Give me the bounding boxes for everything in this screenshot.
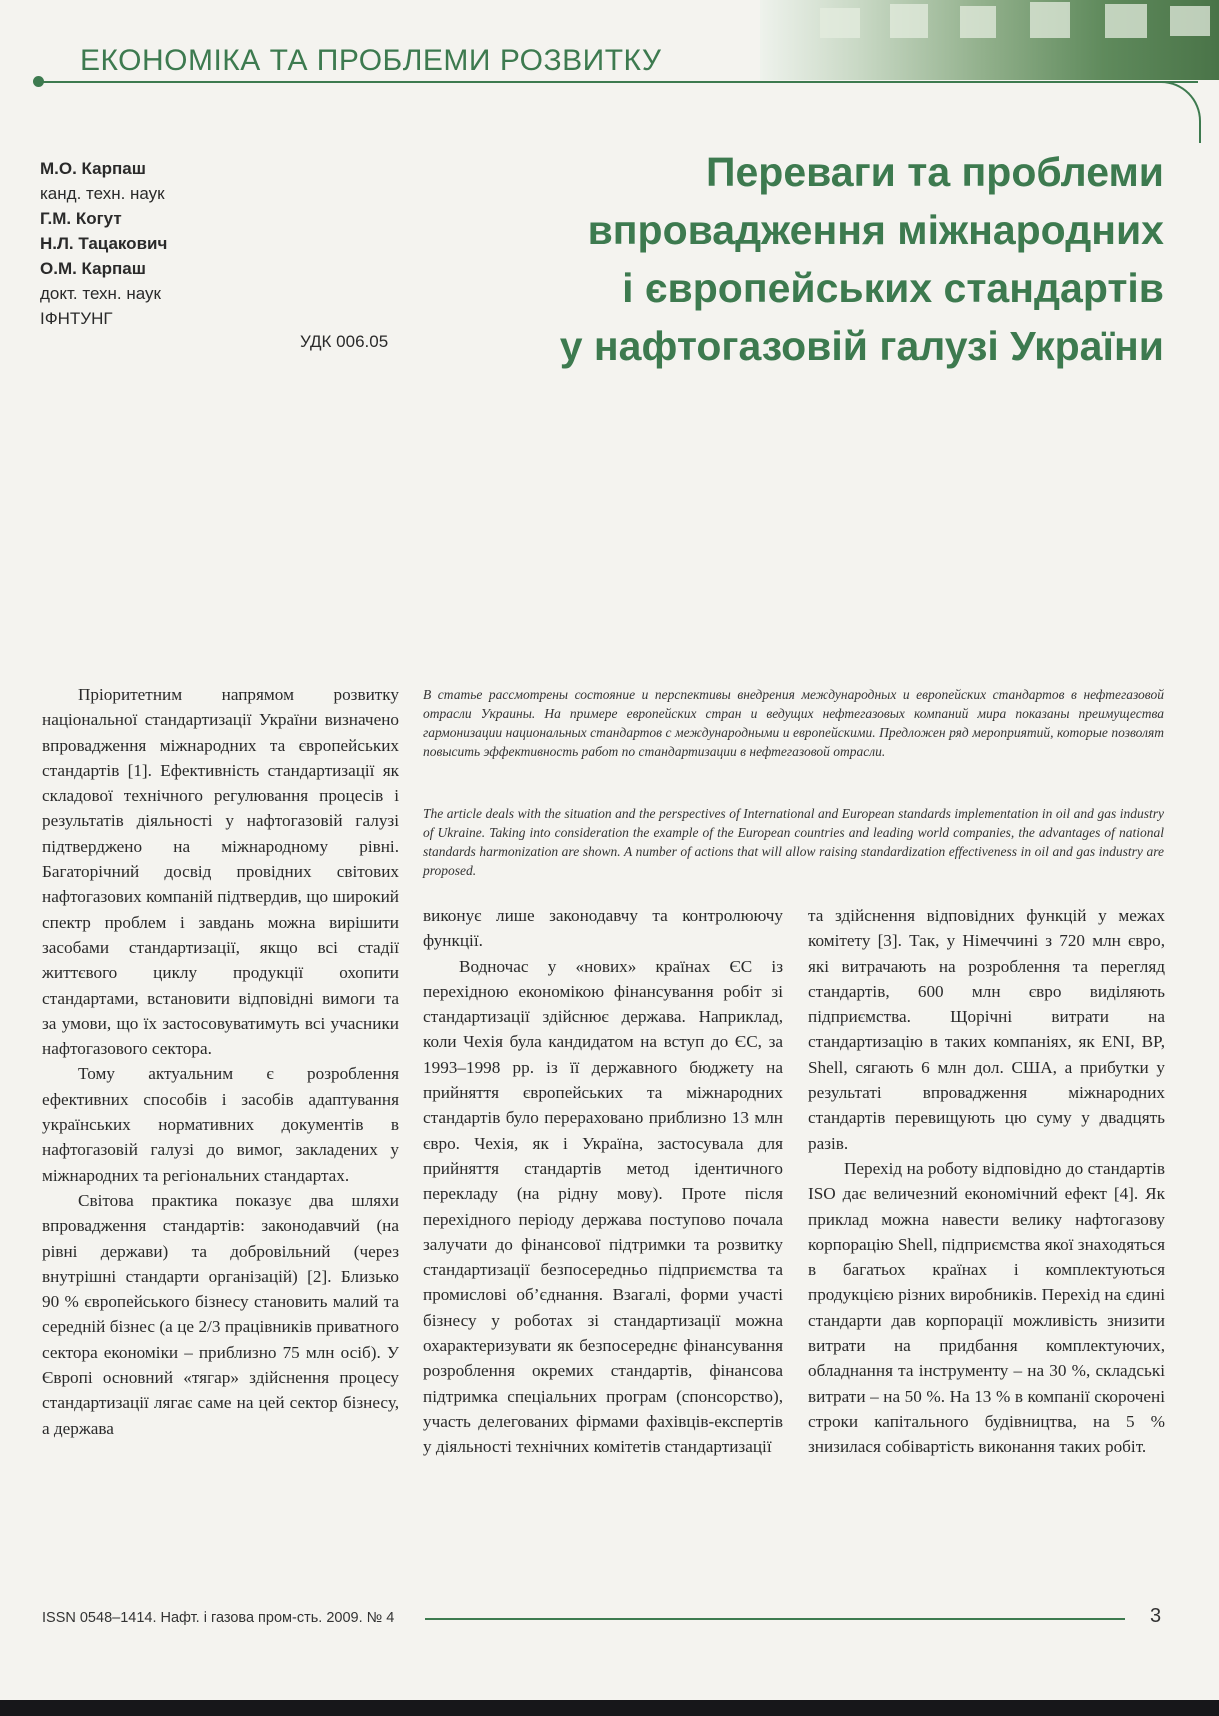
author-name: Н.Л. Тацакович [40,234,168,253]
title-line: впровадження міжнародних [587,207,1164,253]
scan-edge [0,1700,1219,1716]
abstract-russian: В статье рассмотрены состояние и перспективы внедрения международных и европейских стандартов в нефтегазовой отрасли Украины. На примере европейских стран и ведущих нефтегазовых компаний мира показаны преимущества гармонизации национальных стандартов с международными и европейскими. Предложен ряд мероприятий, которые позволят повысить эффективность работ по стандартизации в нефтегазовой отрасли. [423,687,1164,759]
body-column-3 [808,903,1165,1460]
authors-block [40,156,167,331]
paragraph: Пріоритетним напрямом розвитку національної стандартизації України визначено впровадження міжнародних та європейських стандартів [1]. Ефективність стандартизації як складової технічного регулювання процесів і результатів діяльності у нафтогазовій галузі підтверджено на міжнародному рівні. Багаторічний досвід провідних світових нафтогазових компаній підтвердив, що широкий спектр проблем і завдань можна вирішити засобами стандартизації, якщо всі стадії життєвого циклу продукції охопити стандартами, встановити відповідні вимоги та за умови, що їх застосовуватимуть всі учасники нафтогазового сектора. [42,685,399,1059]
header-photo [760,0,1219,80]
article-title [464,143,1164,375]
section-title: ЕКОНОМІКА ТА ПРОБЛЕМИ РОЗВИТКУ [80,44,662,77]
paragraph: виконує лише законодавчу та контролюючу функції. [423,906,783,951]
footer-rule [425,1618,1125,1620]
title-line: і європейських стандартів [622,265,1164,311]
paragraph: Водночас у «нових» країнах ЄС із перехідною економікою фінансування робіт зі стандартизації здійснює держава. Наприклад, коли Чехія була кандидатом на вступ до ЄС, за 1993–1998 рр. із її державного бюджету на прийняття європейських та міжнародних стандартів було перераховано приблизно 13 млн євро. Чехія, як і Україна, застосувала для прийняття стандартів метод ідентичного перекладу (на рідну мову). Проте після перехідного періоду держава поступово почала залучати до фінансової підтримки та розвитку стандартизації безпосередньо підприємства та промислові об’єднання. Взагалі, форми участі бізнесу у роботах зі стандартизації можна охарактеризувати як безпосереднє фінансування розроблення окремих стандартів, фінансова підтримка спеціальних програм (спонсорство), участь делегованих фірмами фахівців-експертів у діяльності технічних комітетів стандартизації [423,956,783,1457]
abstract-english: The article deals with the situation and the perspectives of International and European standards implementation in oil and gas industry of Ukraine. Taking into consideration the example of the European countries and leading world companies, the advantages of national standards harmonization are shown. A number of actions that will allow raising standardization effectiveness in oil and gas industry are proposed. [423,806,1164,878]
udk-code: УДК 006.05 [300,332,389,351]
paragraph: Перехід на роботу відповідно до стандартів ISO дає величезний економічний ефект [4]. Як приклад можна навести велику нафтогазову корпорацію Shell, підприємства якої знаходяться в багатьох країнах і комплектуються продукцією різних виробників. Перехід на єдині стандарти дав корпорації можливість знизити витрати на придбання комплектуючих, обладнання та інструменту – на 30 %, складські витрати – на 50 %. На 13 % в компанії скорочені строки капітального будівництва, на 5 % знизилася собівартість виконання таких робіт. [808,1158,1165,1457]
paragraph: та здійснення відповідних функцій у межах комітету [3]. Так, у Німеччині з 720 млн євро, які витрачають на розроблення та перегляд стандартів, 600 млн євро виділяють підприємства. Щорічні витрати на стандартизацію в таких компаніях, як ENI, BP, Shell, сягають 6 млн дол. США, а прибутки у результаті впровадження міжнародних стандартів перевищують цю суму у двадцять разів. [808,906,1165,1153]
header-bullet [33,76,44,87]
affiliation: ІФНТУНГ [40,309,113,328]
page-number: 3 [1150,1605,1162,1627]
journal-citation: ISSN 0548–1414. Нафт. і газова пром-сть. 2009. № 4 [42,1610,395,1626]
title-line: Переваги та проблеми [706,149,1164,195]
header-rule [38,81,1198,83]
paragraph: Світова практика показує два шляхи впровадження стандартів: законодавчий (на рівні держави) та добровільний (через внутрішні стандарти організацій) [2]. Близько 90 % європейського бізнесу становить малий та середній бізнес (а це 2/3 працівників приватного сектора економіки – приблизно 75 млн осіб). У Європі основний «тягар» здійснення процесу стандартизації лягає саме на цей сектор бізнесу, а держава [42,1190,399,1438]
paragraph: Тому актуальним є розроблення ефективних способів і засобів адаптування українських нормативних документів в нафтогазовій галузі до вимог, закладених у міжнародних та регіональних стандартах. [42,1064,399,1185]
author-name: М.О. Карпаш [40,159,146,178]
title-line: у нафтогазовій галузі України [559,323,1164,369]
author-name: О.М. Карпаш [40,259,146,278]
author-degree: канд. техн. наук [40,184,165,203]
header-corner [1155,81,1201,143]
author-degree: докт. техн. наук [40,284,161,303]
body-column-1 [42,682,399,1441]
body-column-2 [423,903,783,1460]
author-name: Г.М. Когут [40,209,122,228]
